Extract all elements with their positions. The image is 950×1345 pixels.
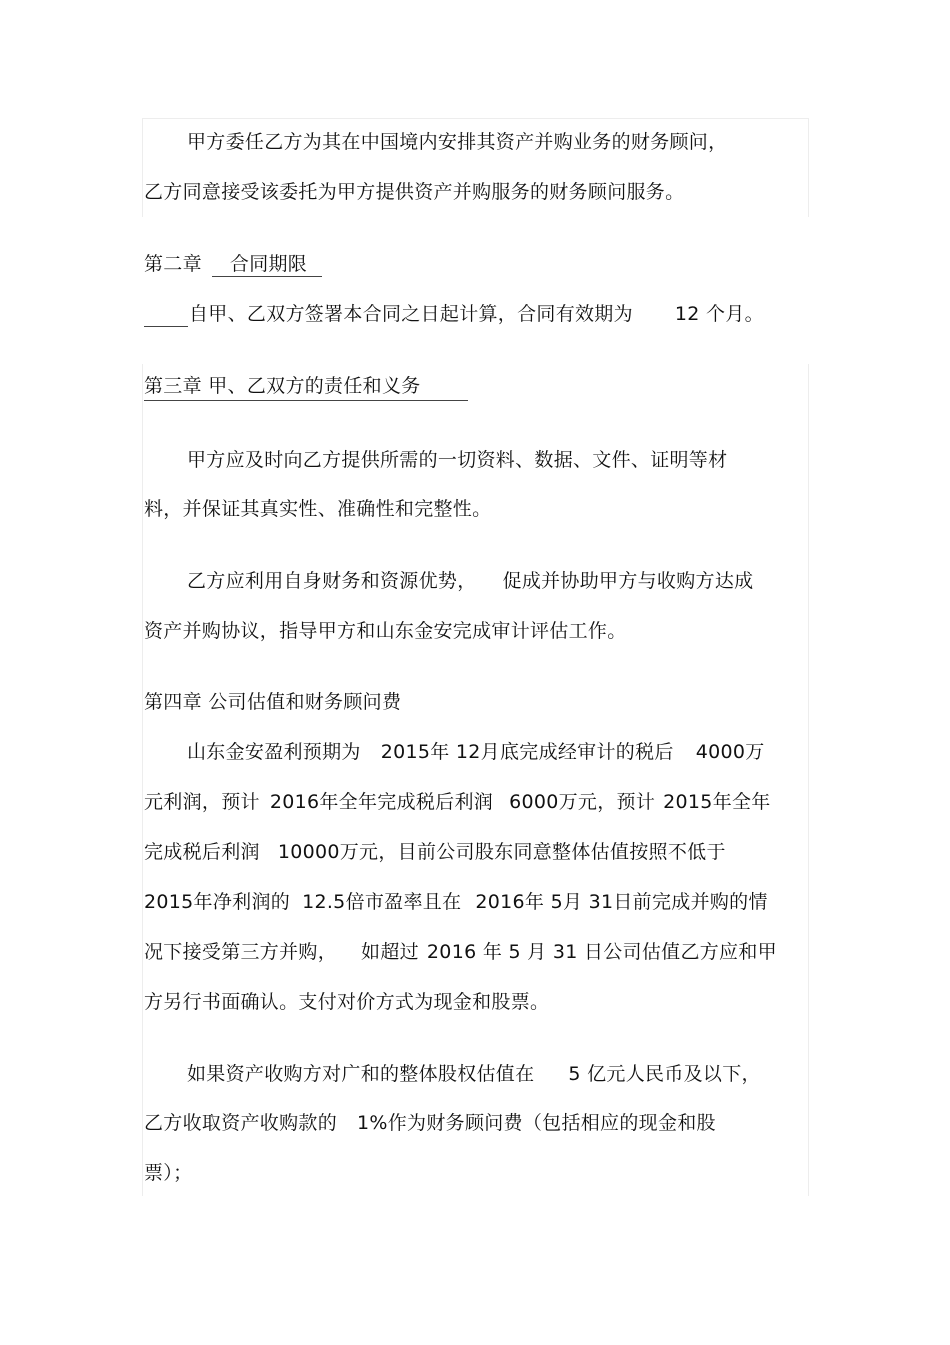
chapter2-text-a: 自甲、乙双方签署本合同之日起计算，合同有效期为 [189,303,633,325]
chapter2-title: 合同期限 [229,253,308,275]
chapter4-p2-line1 [187,1062,761,1086]
chapter3-heading: 第三章 甲、乙双方的责任和义务 [144,375,421,397]
chapter4-p2-line2-b: 1%作为财务顾问费（包括相应的现金和股 [357,1112,716,1134]
chapter4-line4 [144,890,768,914]
chapter4-p2-line2-a: 乙方收取资产收购款的 [144,1112,338,1134]
chapter2-text-b: 12 个月。 [674,303,764,325]
chapter4-line5-b: 如超过 [361,941,419,963]
chapter3-p2-line1a: 乙方应利用自身财务和资源优势， [187,570,477,592]
chapter4-p2-line2 [144,1111,716,1135]
chapter4-line5 [144,940,777,964]
chapter4-line2 [144,790,771,814]
para1-line1: 甲方委任乙方为其在中国境内安排其资产并购业务的财务顾问， [187,131,728,153]
chapter2-title-underline [212,276,322,277]
chapter3-p1-line1: 甲方应及时向乙方提供所需的一切资料、数据、文件、证明等材 [187,449,728,471]
chapter4-heading: 第四章 公司估值和财务顾问费 [144,691,402,713]
chapter4-line5-a: 况下接受第三方并购， [144,941,338,963]
chapter4-line4-a: 2015年净利润的 [144,891,291,913]
para1-line2: 乙方同意接受该委托为甲方提供资产并购服务的财务顾问服务。 [144,181,685,203]
chapter4-line3 [144,840,726,864]
chapter4-line2-b: 2016年全年完成税后利润 [269,791,494,813]
chapter3-heading-underline [144,400,468,401]
chapter4-line6: 方另行书面确认。支付对价方式为现金和股票。 [144,991,550,1013]
chapter4-line5-c: 2016 年 5 月 31 日公司估值乙方应和甲 [426,941,777,963]
chapter4-p2-line3: 票）； [144,1162,193,1184]
chapter4-line1 [187,740,765,764]
chapter3-p2-line2: 资产并购协议，指导甲方和山东金安完成审计评估工作。 [144,620,627,642]
chapter4-line2-a: 元利润，预计 [144,791,260,813]
chapter2-term-line [189,302,764,326]
chapter3-p2-line1b: 促成并协助甲方与收购方达成 [502,570,754,592]
chapter4-line3-a: 完成税后利润 [144,841,260,863]
chapter4-p2-line1-b: 5 亿元人民币及以下， [568,1063,761,1085]
chapter3-p2-line1 [187,569,753,593]
chapter4-line1-c: 4000万 [695,741,765,763]
chapter4-line3-b: 10000万元，目前公司股东同意整体估值按照不低于 [277,841,726,863]
chapter2-leading-blank [144,326,188,327]
chapter4-line2-c: 6000万元，预计 [509,791,656,813]
chapter2-label: 第二章 [144,253,202,275]
chapter3-p1-line2: 料，并保证其真实性、准确性和完整性。 [144,498,492,520]
chapter4-line4-b: 12.5倍市盈率且在 [302,891,462,913]
chapter4-line4-c: 2016年 5月 31日前完成并购的情 [475,891,768,913]
chapter4-line1-a: 山东金安盈利预期为 [187,741,361,763]
chapter4-p2-line1-a: 如果资产收购方对广和的整体股权估值在 [187,1063,535,1085]
chapter2-heading [144,252,307,276]
chapter4-line2-d: 2015年全年 [663,791,771,813]
chapter4-line1-b: 2015年 12月底完成经审计的税后 [380,741,674,763]
